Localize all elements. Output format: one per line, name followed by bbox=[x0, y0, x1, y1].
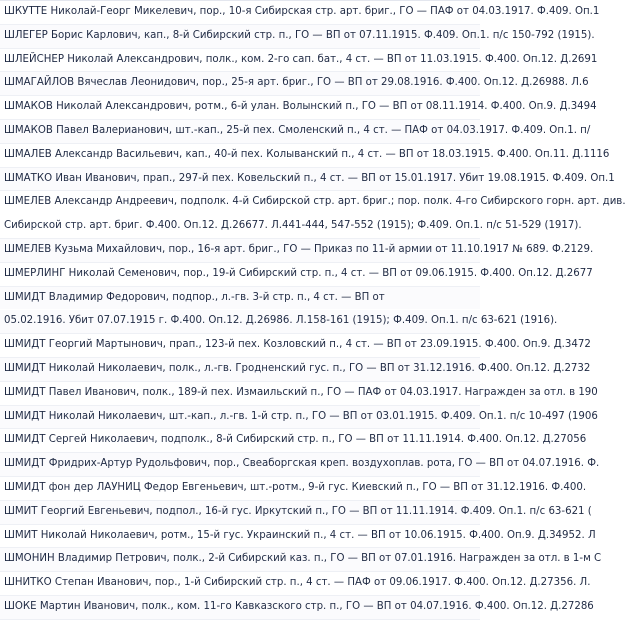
list-item: ШМИДТ Николай Николаевич, шт.-кап., л.-гв. 1-й стр. п., ГО — ВП от 03.01.1915. Ф.409. Оп.1. п/с 10-497 (1906 bbox=[0, 406, 480, 430]
list-item: ШМАЛЕВ Александр Васильевич, кап., 40-й пех. Колыванский п., 4 ст. — ВП от 18.03.1915. Ф.400. Оп.11. Д.1116 bbox=[0, 144, 480, 168]
list-item: ШМАТКО Иван Иванович, прап., 297-й пех. Ковельский п., 4 ст. — ВП от 15.01.1917. Убит 19.08.1915. Ф.409. Оп.1 bbox=[0, 168, 480, 192]
list-item: ШМИДТ Владимир Федорович, подпор., л.-гв. 3-й стр. п., 4 ст. — ВП от bbox=[0, 287, 480, 311]
list-item: ШКУТТЕ Николай-Георг Микелевич, пор., 10-я Сибирская стр. арт. бриг., ГО — ПАФ от 04.03.1917. Ф.409. Оп.1 bbox=[0, 1, 480, 25]
list-item: ШМЕЛЕВ Александр Андреевич, подполк. 4-й Сибирской стр. арт. бриг.; пор. полк. 4-го Сибирского горн. арт. див. bbox=[0, 191, 480, 215]
list-item: ШМИТ Николай Николаевич, ротм., 15-й гус. Украинский п., 4 ст. — ВП от 10.06.1915. Ф.400. Оп.9. Д.34952. Л bbox=[0, 525, 480, 549]
list-item: ШМИТ Георгий Евгеньевич, подпол., 16-й гус. Иркутский п., ГО — ВП от 11.11.1914. Ф.409. Оп.1. п/с 63-621 ( bbox=[0, 501, 480, 525]
list-item: ШМИДТ Георгий Мартынович, прап., 123-й пех. Козловский п., 4 ст. — ВП от 23.09.1915. Ф.400. Оп.9. Д.3472 bbox=[0, 334, 480, 358]
list-item: ШМЕРЛИНГ Николай Семенович, пор., 19-й Сибирский стр. п., 4 ст. — ВП от 09.06.1915. Ф.400. Оп.12. Д.2677 bbox=[0, 263, 480, 287]
list-item: ШМАГАЙЛОВ Вячеслав Леонидович, пор., 25-я арт. бриг., ГО — ВП от 29.08.1916. Ф.400. Оп.12. Д.26988. Л.6 bbox=[0, 72, 480, 96]
list-item: ШЛЕГЕР Борис Карлович, кап., 8-й Сибирский стр. п., ГО — ВП от 07.11.1915. Ф.409. Оп.1. п/с 150-792 (1915). bbox=[0, 25, 480, 49]
list-item: ШМАКОВ Николай Александрович, ротм., 6-й улан. Волынский п., ГО — ВП от 08.11.1914. Ф.400. Оп.9. Д.3494 bbox=[0, 96, 480, 120]
list-item: ШМЕЛЕВ Кузьма Михайлович, пор., 16-я арт. бриг., ГО — Приказ по 11-й армии от 11.10.1917 № 689. Ф.2129. bbox=[0, 239, 480, 263]
list-item: ШМИДТ фон дер ЛАУНИЦ Федор Евгеньевич, шт.-ротм., 9-й гус. Киевский п., ГО — ВП от 31.12.1916. Ф.400. bbox=[0, 477, 480, 501]
list-item: ШЛЕЙСНЕР Николай Александрович, полк., ком. 2-го сап. бат., 4 ст. — ВП от 11.03.1915. Ф.400. Оп.12. Д.2691 bbox=[0, 49, 480, 73]
list-item: ШМИДТ Сергей Николаевич, подполк., 8-й Сибирский стр. п., ГО — ВП от 11.11.1914. Ф.400. Оп.12. Д.27056 bbox=[0, 429, 480, 453]
list-item: ШМОНИН Владимир Петрович, полк., 2-й Сибирский каз. п., ГО — ВП от 07.01.1916. Награжден за отл. в 1-м С bbox=[0, 548, 480, 572]
list-item-continuation: 05.02.1916. Убит 07.07.1915 г. Ф.400. Оп.12. Д.26986. Л.158-161 (1915); Ф.409. Оп.1. п/с 63-621 (1916). bbox=[0, 310, 480, 334]
list-item: ШНИТКО Степан Иванович, пор., 1-й Сибирский стр. п., 4 ст. — ПАФ от 09.06.1917. Ф.400. Оп.12. Д.27356. Л. bbox=[0, 572, 480, 596]
list-item: ШМАКОВ Павел Валерианович, шт.-кап., 25-й пех. Смоленский п., 4 ст. — ПАФ от 04.03.1917. Ф.409. Оп.1. п/ bbox=[0, 120, 480, 144]
list-item-continuation: Сибирской стр. арт. бриг. Ф.400. Оп.12. Д.26677. Л.441-444, 547-552 (1915); Ф.409. Оп.1. п/с 51-529 (1917). bbox=[0, 215, 480, 239]
list-item: ШМИДТ Фридрих-Артур Рудольфович, пор., Свеаборгская креп. воздухоплав. рота, ГО — ВП от 04.07.1916. Ф. bbox=[0, 453, 480, 477]
list-item: ШОКЕ Мартин Иванович, полк., ком. 11-го Кавказского стр. п., ГО — ВП от 04.07.1916. Ф.400. Оп.12. Д.27286 bbox=[0, 596, 480, 620]
list-item: ШМИДТ Павел Иванович, полк., 189-й пех. Измаильский п., ГО — ПАФ от 04.03.1917. Награжден за отл. в 190 bbox=[0, 382, 480, 406]
list-item: ШМИДТ Николай Николаевич, полк., л.-гв. Гродненский гус. п., ГО — ВП от 31.12.1916. Ф.400. Оп.12. Д.2732 bbox=[0, 358, 480, 382]
